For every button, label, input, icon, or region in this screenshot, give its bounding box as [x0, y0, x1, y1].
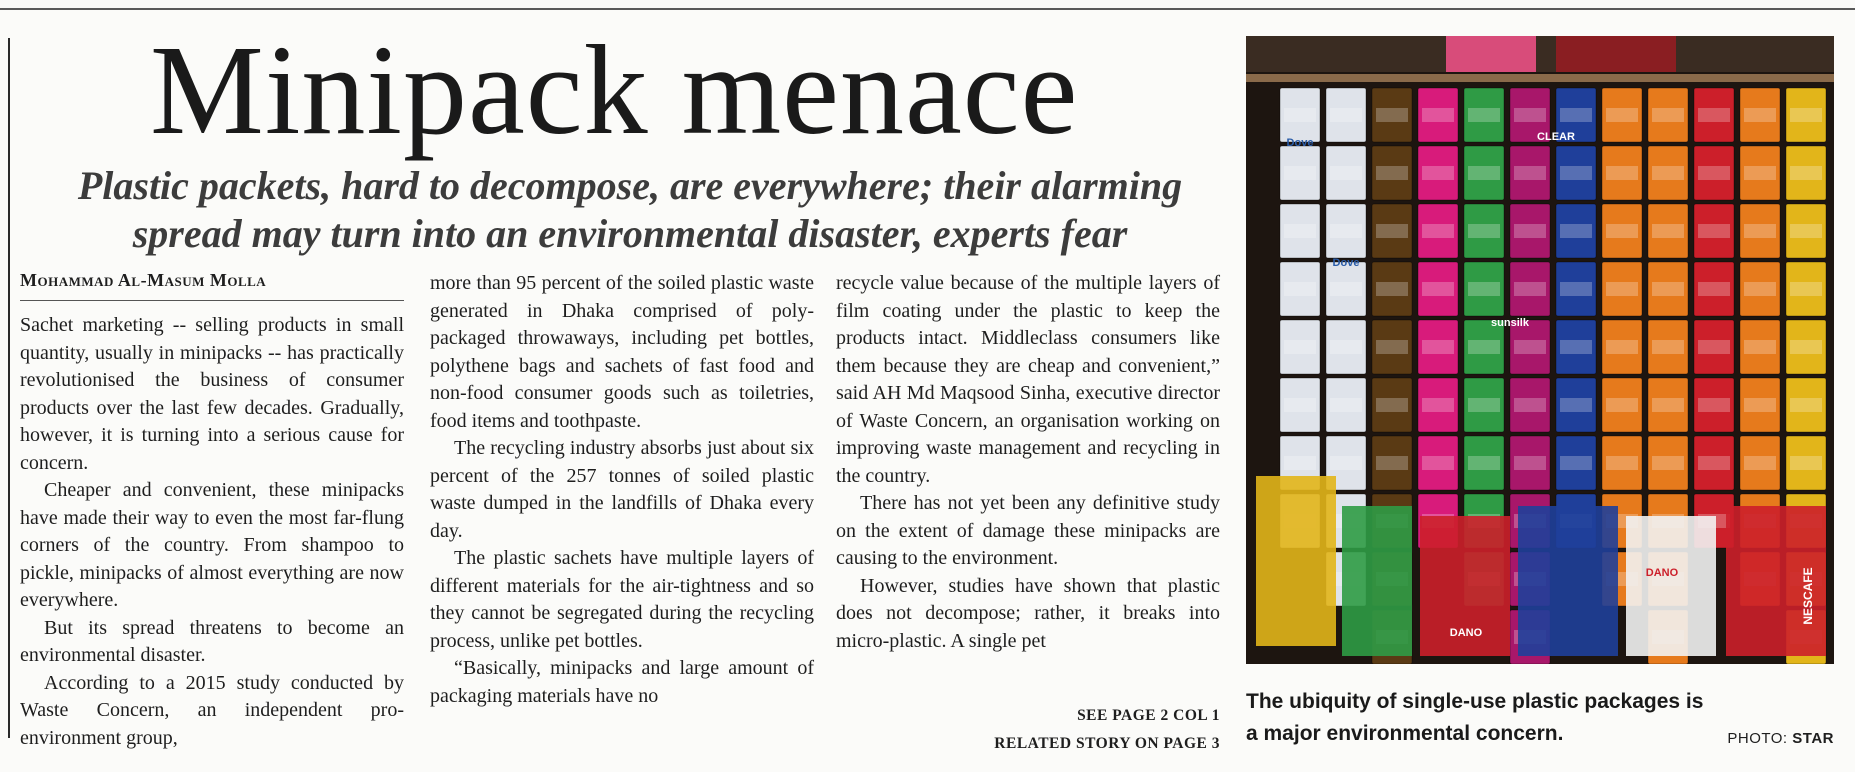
sachet-band	[1376, 340, 1408, 354]
sachet-band	[1606, 340, 1638, 354]
packet-label: Dove	[1332, 257, 1360, 269]
sachet-band	[1284, 398, 1316, 412]
left-column-rule	[8, 38, 10, 738]
paragraph: According to a 2015 study conducted by Waste Concern, an independent pro-environment group,	[20, 671, 404, 749]
sachet-band	[1698, 398, 1730, 412]
article-column-2	[430, 270, 814, 710]
top-rule	[0, 8, 1855, 10]
sachet-band	[1652, 108, 1684, 122]
paragraph: But its spread threatens to become an environmental disaster.	[20, 616, 404, 666]
sachet-band	[1422, 108, 1454, 122]
sachet-band	[1698, 282, 1730, 296]
packet-label: NESCAFE	[1801, 567, 1815, 625]
sachet-band	[1744, 224, 1776, 238]
paragraph: “Basically, minipacks and large amount of packaging materials have no	[430, 657, 814, 707]
sachet-band	[1790, 456, 1822, 470]
sachet-band	[1468, 108, 1500, 122]
sachet-band	[1514, 108, 1546, 122]
sachet-band	[1330, 398, 1362, 412]
sachet-band	[1652, 340, 1684, 354]
sachet-band	[1744, 166, 1776, 180]
sachet-band	[1606, 166, 1638, 180]
sachet-band	[1606, 456, 1638, 470]
sachet-band	[1606, 398, 1638, 412]
packet-label: Dove	[1286, 137, 1314, 149]
sachet-band	[1652, 224, 1684, 238]
sachet-band	[1468, 340, 1500, 354]
sachet-band	[1652, 398, 1684, 412]
sachet-band	[1560, 340, 1592, 354]
paragraph: recycle value because of the multiple layers of film coating under the plastic to keep the products intact. Middleclass consumers like them because they are cheap and convenient,” said AH Md Maqsood Sinha, executive director of Waste Concern, an organisation working on improving waste management and recycling in the country.	[836, 272, 1220, 487]
jump-related-story: RELATED STORY ON PAGE 3	[994, 735, 1220, 752]
paragraph: Sachet marketing -- selling products in small quantity, usually in minipacks -- has practically revolutionised the business of consumer products over the last few decades. Gradually, however, it is turning into a serious cause for concern.	[20, 314, 404, 474]
packet-label: DANO	[1645, 567, 1679, 579]
sachet-band	[1790, 282, 1822, 296]
sachet-band	[1560, 224, 1592, 238]
sachet-band	[1376, 456, 1408, 470]
packet-label: CLEAR	[1537, 131, 1575, 143]
sachet-band	[1606, 108, 1638, 122]
sachet-band	[1514, 398, 1546, 412]
sachet-band	[1376, 282, 1408, 296]
sachet-band	[1376, 108, 1408, 122]
sachet-band	[1468, 282, 1500, 296]
sachet-band	[1606, 282, 1638, 296]
paragraph: However, studies have shown that plastic does not decompose; rather, it breaks into micro-plastic. A single pet	[836, 574, 1220, 652]
sachet-band	[1652, 456, 1684, 470]
sachet-band	[1468, 224, 1500, 238]
sachet-band	[1606, 224, 1638, 238]
banner-poster	[1446, 36, 1536, 72]
sachet-band	[1376, 398, 1408, 412]
sachet-band	[1284, 166, 1316, 180]
sachet-band	[1652, 282, 1684, 296]
byline: Mohammad Al-Masum Molla	[20, 270, 267, 290]
headline: Minipack menace	[150, 19, 1079, 161]
sachet-band	[1468, 166, 1500, 180]
photo-credit-label: PHOTO:	[1727, 730, 1788, 747]
sachet-band	[1698, 108, 1730, 122]
sachet-band	[1330, 456, 1362, 470]
sachet-band	[1422, 166, 1454, 180]
sachet-band	[1744, 340, 1776, 354]
sachet-band	[1284, 340, 1316, 354]
sachet-band	[1744, 282, 1776, 296]
sachet-band	[1790, 398, 1822, 412]
sachet-band	[1422, 456, 1454, 470]
sachet-band	[1744, 398, 1776, 412]
sachet-band	[1790, 224, 1822, 238]
sachet-band	[1790, 108, 1822, 122]
minipack-strips-illustration	[1246, 36, 1834, 664]
sachet-band	[1422, 224, 1454, 238]
sachet-band	[1560, 398, 1592, 412]
sachet-band	[1330, 166, 1362, 180]
large-packet	[1342, 506, 1412, 656]
banner-poster	[1556, 36, 1676, 72]
hanging-rail	[1246, 74, 1834, 82]
sachet-band	[1422, 340, 1454, 354]
sachet-band	[1744, 456, 1776, 470]
sachet-band	[1376, 166, 1408, 180]
sachet-band	[1284, 282, 1316, 296]
sachet-band	[1468, 456, 1500, 470]
photo-credit-source: STAR	[1792, 730, 1834, 747]
sachet-band	[1330, 224, 1362, 238]
sachet-band	[1698, 340, 1730, 354]
paragraph: more than 95 percent of the soiled plastic waste generated in Dhaka comprised of poly-packaged throwaways, including pet bottles, polythene bags and sachets of fast food and non-food consumer goods such as toiletries, food items and toothpaste.	[430, 272, 814, 432]
paragraph: There has not yet been any definitive study on the extent of damage these minipacks are causing to the environment.	[836, 492, 1220, 569]
sachet-band	[1514, 166, 1546, 180]
jump-lines	[836, 702, 1220, 758]
subhead: Plastic packets, hard to decompose, are everywhere; their alarming spread may turn into an environmental disaster, experts fear	[77, 163, 1183, 256]
sachet-band	[1330, 108, 1362, 122]
sachet-band	[1468, 398, 1500, 412]
packet-label: DANO	[1449, 627, 1483, 639]
sachet-band	[1514, 340, 1546, 354]
sachet-band	[1698, 456, 1730, 470]
sachet-band	[1514, 224, 1546, 238]
sachet-band	[1652, 166, 1684, 180]
sachet-band	[1790, 166, 1822, 180]
sachet-band	[1284, 224, 1316, 238]
sachet-band	[1790, 340, 1822, 354]
sachet-band	[1422, 282, 1454, 296]
sachet-band	[1514, 282, 1546, 296]
photo-credit	[1712, 730, 1834, 747]
sachet-band	[1744, 108, 1776, 122]
sachet-band	[1560, 108, 1592, 122]
article-column-3	[836, 270, 1220, 655]
large-packet	[1626, 516, 1716, 656]
shop-banner	[1246, 36, 1834, 72]
jump-see-page: SEE PAGE 2 COL 1	[1077, 707, 1220, 724]
sachet-band	[1698, 224, 1730, 238]
paragraph: Cheaper and convenient, these minipacks have made their way to even the most far-flung corners of the country. From shampoo to pickle, minipacks of almost everything are now everywhere.	[20, 479, 404, 611]
packet-label: sunsilk	[1491, 317, 1529, 329]
large-packet	[1518, 506, 1618, 656]
photo-caption: The ubiquity of single-use plastic packages is a major environmental concern.	[1246, 690, 1704, 745]
sachet-band	[1560, 282, 1592, 296]
sachet-band	[1330, 282, 1362, 296]
sachet-band	[1284, 108, 1316, 122]
article-column-1	[20, 312, 404, 752]
sachet-band	[1284, 456, 1316, 470]
paragraph: The plastic sachets have multiple layers of different materials for the air-tightness and so they cannot be segregated during the recycling process, unlike pet bottles.	[430, 547, 814, 652]
sachet-band	[1422, 398, 1454, 412]
sachet-band	[1514, 456, 1546, 470]
large-packet	[1256, 476, 1336, 646]
sachet-band	[1698, 166, 1730, 180]
sachet-band	[1376, 224, 1408, 238]
news-photo	[1246, 36, 1834, 664]
sachet-band	[1330, 340, 1362, 354]
paragraph: The recycling industry absorbs just about six percent of the 257 tonnes of soiled plastic waste dumped in the landfills of Dhaka every day.	[430, 437, 814, 542]
byline-rule	[20, 300, 404, 301]
sachet-band	[1560, 456, 1592, 470]
sachet-band	[1560, 166, 1592, 180]
